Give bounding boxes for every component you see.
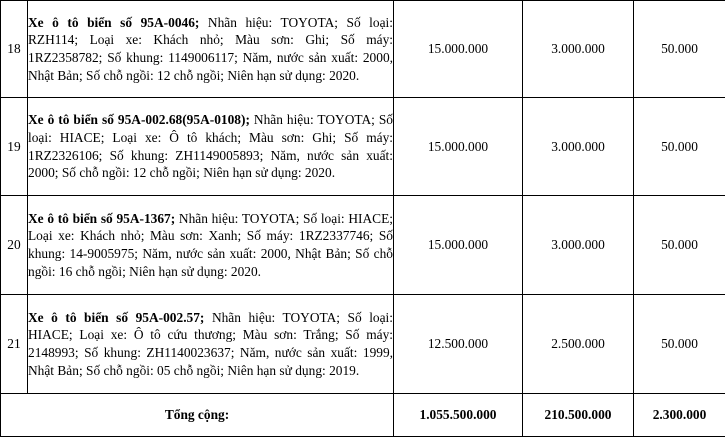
value-c-cell: 50.000: [634, 196, 725, 295]
vehicle-description: [28, 196, 394, 295]
table-row: [1, 1, 725, 98]
table-row: [1, 196, 725, 295]
value-b-cell: 3.000.000: [523, 196, 634, 295]
vehicle-title: Xe ô tô biển số 95A-1367;: [28, 210, 176, 226]
vehicle-detail: Nhãn hiệu: TOYOTA; Số loại: RZH114; Loại xe: Khách nhỏ; Màu sơn: Ghi; Số máy: 1RZ2358782; Số khung: 1149006117; Năm, nước sản xuất: 2000, Nhật Bản; Số chỗ ngồi: 12 chỗ ngồi; Niên hạn sử dụng: 2020.: [28, 14, 393, 83]
row-number: 20: [1, 196, 28, 295]
value-a-cell: 15.000.000: [394, 1, 523, 98]
total-value-b: 210.500.000: [523, 394, 634, 437]
vehicle-title: Xe ô tô biển số 95A-002.57;: [28, 309, 205, 325]
vehicle-description: [28, 98, 394, 196]
value-a-cell: 15.000.000: [394, 196, 523, 295]
value-c-cell: 50.000: [634, 1, 725, 98]
vehicle-title: Xe ô tô biển số 95A-0046;: [28, 14, 200, 30]
row-number: 19: [1, 98, 28, 196]
value-c-cell: 50.000: [634, 98, 725, 196]
value-a-cell: 15.000.000: [394, 98, 523, 196]
total-value-a: 1.055.500.000: [394, 394, 523, 437]
value-a-cell: 12.500.000: [394, 295, 523, 394]
vehicle-detail: Nhãn hiệu: TOYOTA; Số loại: HIACE; Loại xe: Khách nhỏ; Màu sơn: Xanh; Số máy: 1RZ2337746; Số khung: 14-9005975; Năm, nước sản xuất: 2000, Nhật Bản; Số chỗ ngồi: 16 chỗ ngồi; Niên hạn sử dụng: 2020.: [28, 210, 393, 279]
vehicle-title: Xe ô tô biển số 95A-002.68(95A-0108);: [28, 112, 250, 128]
value-b-cell: 2.500.000: [523, 295, 634, 394]
vehicle-description: [28, 1, 394, 98]
value-b-cell: 3.000.000: [523, 1, 634, 98]
row-number: 18: [1, 1, 28, 98]
table-row: [1, 98, 725, 196]
total-row: [1, 394, 725, 437]
total-label: Tổng cộng:: [1, 394, 394, 437]
value-c-cell: 50.000: [634, 295, 725, 394]
table-row: [1, 295, 725, 394]
vehicle-detail: Nhãn hiệu: TOYOTA; Số loại: HIACE; Loại xe: Ô tô cứu thương; Màu sơn: Trắng; Số máy: 2148993; Số khung: ZH1140023637; Năm, nước sản xuất: 1999, Nhật Bản; Số chỗ ngồi: 05 chỗ ngồi; Niên hạn sử dụng: 2019.: [28, 309, 393, 378]
value-b-cell: 3.000.000: [523, 98, 634, 196]
vehicle-description: [28, 295, 394, 394]
row-number: 21: [1, 295, 28, 394]
vehicle-detail: Nhãn hiệu: TOYOTA; Số loại: HIACE; Loại xe: Ô tô khách; Màu sơn: Ghi; Số máy: 1RZ2326106; Số khung: ZH1149005893; Năm, nước sản xuất: 2000; Số chỗ ngồi: 12 chỗ ngồi; Niên hạn sử dụng: 2020.: [28, 112, 393, 181]
total-value-c: 2.300.000: [634, 394, 725, 437]
